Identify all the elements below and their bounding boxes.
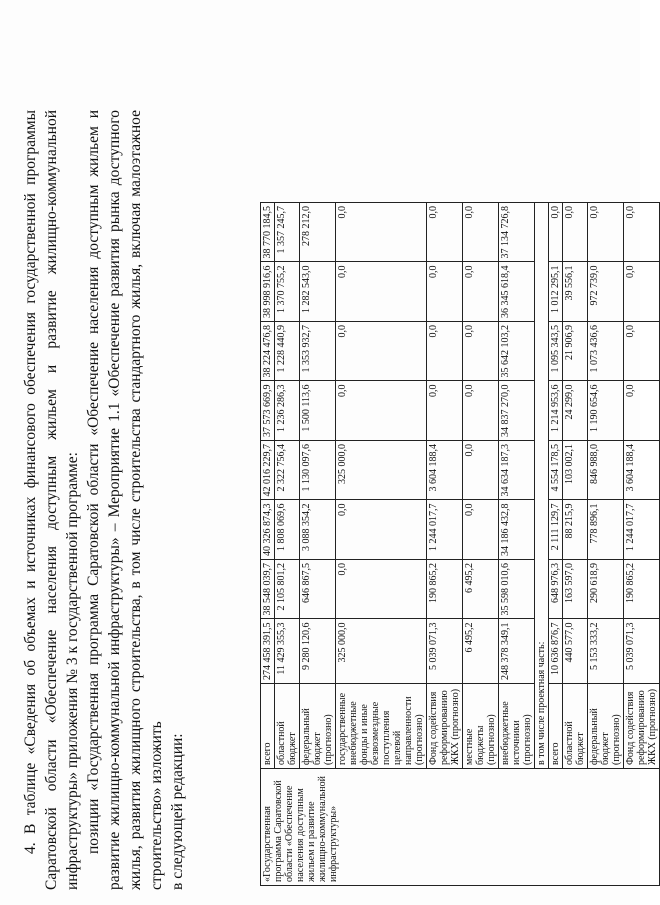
value-cell: 440 577,0 bbox=[563, 619, 588, 684]
value-cell: 5 153 333,2 bbox=[588, 619, 624, 684]
value-cell: 0,0 bbox=[463, 500, 499, 560]
value-cell: 1 236 286,3 bbox=[275, 381, 300, 441]
value-cell: 648 976,3 bbox=[549, 560, 563, 620]
value-cell: 2 322 756,4 bbox=[275, 441, 300, 501]
value-cell: 88 215,9 bbox=[563, 500, 588, 560]
value-cell: 1 012 295,1 bbox=[549, 262, 563, 322]
value-cell: 0,0 bbox=[463, 441, 499, 501]
value-cell: 1 073 436,6 bbox=[588, 322, 624, 382]
value-cell: 0,0 bbox=[336, 262, 427, 322]
value-cell: 0,0 bbox=[427, 203, 463, 263]
value-cell: 38 770 184,5 bbox=[261, 203, 275, 263]
value-cell: 3 088 354,2 bbox=[300, 500, 336, 560]
value-cell: 325 000,0 bbox=[336, 441, 427, 501]
value-cell: 0,0 bbox=[427, 262, 463, 322]
value-cell: 0,0 bbox=[336, 560, 427, 620]
value-cell: 0,0 bbox=[336, 322, 427, 382]
value-cell: 278 212,0 bbox=[300, 203, 336, 263]
text-block bbox=[20, 110, 188, 890]
value-cell: 1 353 932,7 bbox=[300, 322, 336, 382]
value-cell: 190 865,2 bbox=[427, 560, 463, 620]
value-cell: 103 002,1 bbox=[563, 441, 588, 501]
value-cell: 3 604 188,4 bbox=[427, 441, 463, 501]
value-cell: 1 228 440,9 bbox=[275, 322, 300, 382]
value-cell: 5 039 071,3 bbox=[624, 619, 660, 684]
value-cell: 1 095 343,5 bbox=[549, 322, 563, 382]
value-cell: 1 244 017,7 bbox=[624, 500, 660, 560]
value-cell: 0,0 bbox=[463, 262, 499, 322]
row-label: всего bbox=[549, 684, 563, 769]
funding-table bbox=[260, 202, 660, 886]
value-cell: 24 299,0 bbox=[563, 381, 588, 441]
value-cell: 35 598 010,6 bbox=[499, 560, 535, 620]
value-cell: 34 186 432,8 bbox=[499, 500, 535, 560]
value-cell: 274 458 391,5 bbox=[261, 619, 275, 684]
value-cell: 1 808 069,6 bbox=[275, 500, 300, 560]
value-cell: 21 906,9 bbox=[563, 322, 588, 382]
value-cell: 38 224 476,8 bbox=[261, 322, 275, 382]
value-cell: 2 105 801,2 bbox=[275, 560, 300, 620]
row-label: федеральный бюджет (прогнозно) bbox=[300, 684, 336, 769]
value-cell: 11 429 355,3 bbox=[275, 619, 300, 684]
row-label: областной бюджет bbox=[563, 684, 588, 769]
value-cell: 6 495,2 bbox=[463, 560, 499, 620]
value-cell: 34 837 270,0 bbox=[499, 381, 535, 441]
value-cell: 290 618,9 bbox=[588, 560, 624, 620]
value-cell: 10 636 876,7 bbox=[549, 619, 563, 684]
value-cell: 0,0 bbox=[624, 262, 660, 322]
value-cell: 36 345 618,4 bbox=[499, 262, 535, 322]
value-cell: 0,0 bbox=[463, 381, 499, 441]
value-cell: 0,0 bbox=[588, 203, 624, 263]
value-cell: 2 111 129,7 bbox=[549, 500, 563, 560]
value-cell: 1 214 953,6 bbox=[549, 381, 563, 441]
value-cell: 34 634 187,3 bbox=[499, 441, 535, 501]
value-cell: 972 739,0 bbox=[588, 262, 624, 322]
value-cell: 4 554 178,5 bbox=[549, 441, 563, 501]
row-label: всего bbox=[261, 684, 275, 769]
paragraph-edition: в следующей редакции: bbox=[169, 733, 186, 890]
value-cell: 0,0 bbox=[624, 322, 660, 382]
value-cell: 1 357 245,7 bbox=[275, 203, 300, 263]
value-cell: 9 280 120,6 bbox=[300, 619, 336, 684]
value-cell: 1 500 113,6 bbox=[300, 381, 336, 441]
value-cell: 0,0 bbox=[336, 203, 427, 263]
value-cell: 0,0 bbox=[427, 381, 463, 441]
value-cell: 0,0 bbox=[336, 381, 427, 441]
project-caption: в том числе проектная часть: bbox=[535, 203, 549, 769]
value-cell: 1 130 097,6 bbox=[300, 441, 336, 501]
value-cell: 40 326 874,3 bbox=[261, 500, 275, 560]
row-label: федеральный бюджет (прогнозно) bbox=[588, 684, 624, 769]
value-cell: 0,0 bbox=[549, 203, 563, 263]
value-cell: 846 988,0 bbox=[588, 441, 624, 501]
value-cell: 39 556,1 bbox=[563, 262, 588, 322]
value-cell: 190 865,2 bbox=[624, 560, 660, 620]
value-cell: 0,0 bbox=[624, 381, 660, 441]
row-label: Фонд содействия реформированию ЖКХ (прогнозно) bbox=[624, 684, 660, 769]
value-cell: 5 039 071,3 bbox=[427, 619, 463, 684]
value-cell: 0,0 bbox=[463, 203, 499, 263]
value-cell: 1 282 543,0 bbox=[300, 262, 336, 322]
value-cell: 0,0 bbox=[336, 500, 427, 560]
value-cell: 778 896,1 bbox=[588, 500, 624, 560]
value-cell: 37 573 669,9 bbox=[261, 381, 275, 441]
value-cell: 38 548 039,7 bbox=[261, 560, 275, 620]
program-name-cell: «Государственная программа Саратовской области «Обеспечение населения доступным жильем и развитие жилищно-коммунальной инфраструктуры» bbox=[261, 769, 660, 886]
value-cell: 163 597,0 bbox=[563, 560, 588, 620]
value-cell: 646 867,5 bbox=[300, 560, 336, 620]
row-label: внебюджетные источники (прогнозно) bbox=[499, 684, 535, 769]
paragraph-position: позиции «Государственная программа Саратовской области «Обеспечение населения доступным жильем и развитие жилищно-коммунальной инфраструктуры» – Мероприятие 1.1 «Обеспечение развития рынка доступного жилья, развития жилищного строительства, в том числе строительства стандартного жилья, включая малоэтажное строительство» изложить bbox=[85, 110, 165, 890]
value-cell: 42 016 229,7 bbox=[261, 441, 275, 501]
value-cell: 0,0 bbox=[427, 322, 463, 382]
value-cell: 38 998 916,6 bbox=[261, 262, 275, 322]
value-cell: 0,0 bbox=[624, 203, 660, 263]
value-cell: 1 370 755,2 bbox=[275, 262, 300, 322]
row-label: местные бюджеты (прогнозно) bbox=[463, 684, 499, 769]
value-cell: 1 190 654,6 bbox=[588, 381, 624, 441]
value-cell: 37 134 726,8 bbox=[499, 203, 535, 263]
value-cell: 6 495,2 bbox=[463, 619, 499, 684]
row-label: государственные внебюджетные фонды и иные безвозмездные поступления целевой направленности (прогнозно) bbox=[336, 684, 427, 769]
value-cell: 325 000,0 bbox=[336, 619, 427, 684]
value-cell: 0,0 bbox=[463, 322, 499, 382]
value-cell: 0,0 bbox=[563, 203, 588, 263]
row-label: областной бюджет bbox=[275, 684, 300, 769]
value-cell: 1 244 017,7 bbox=[427, 500, 463, 560]
paragraph-item-4: 4. В таблице «Сведения об объемах и источниках финансового обеспечения государственной программы Саратовской области «Обеспечение населения доступным жильем и развитие жилищно-коммунальной инфраструктуры» приложения № 3 к государственной программе: bbox=[22, 110, 81, 890]
rotated-content bbox=[20, 30, 658, 890]
table-row bbox=[261, 203, 275, 886]
value-cell: 35 642 103,2 bbox=[499, 322, 535, 382]
row-label: Фонд содействия реформированию ЖКХ (прогнозно) bbox=[427, 684, 463, 769]
value-cell: 3 604 188,4 bbox=[624, 441, 660, 501]
value-cell: 248 378 349,1 bbox=[499, 619, 535, 684]
